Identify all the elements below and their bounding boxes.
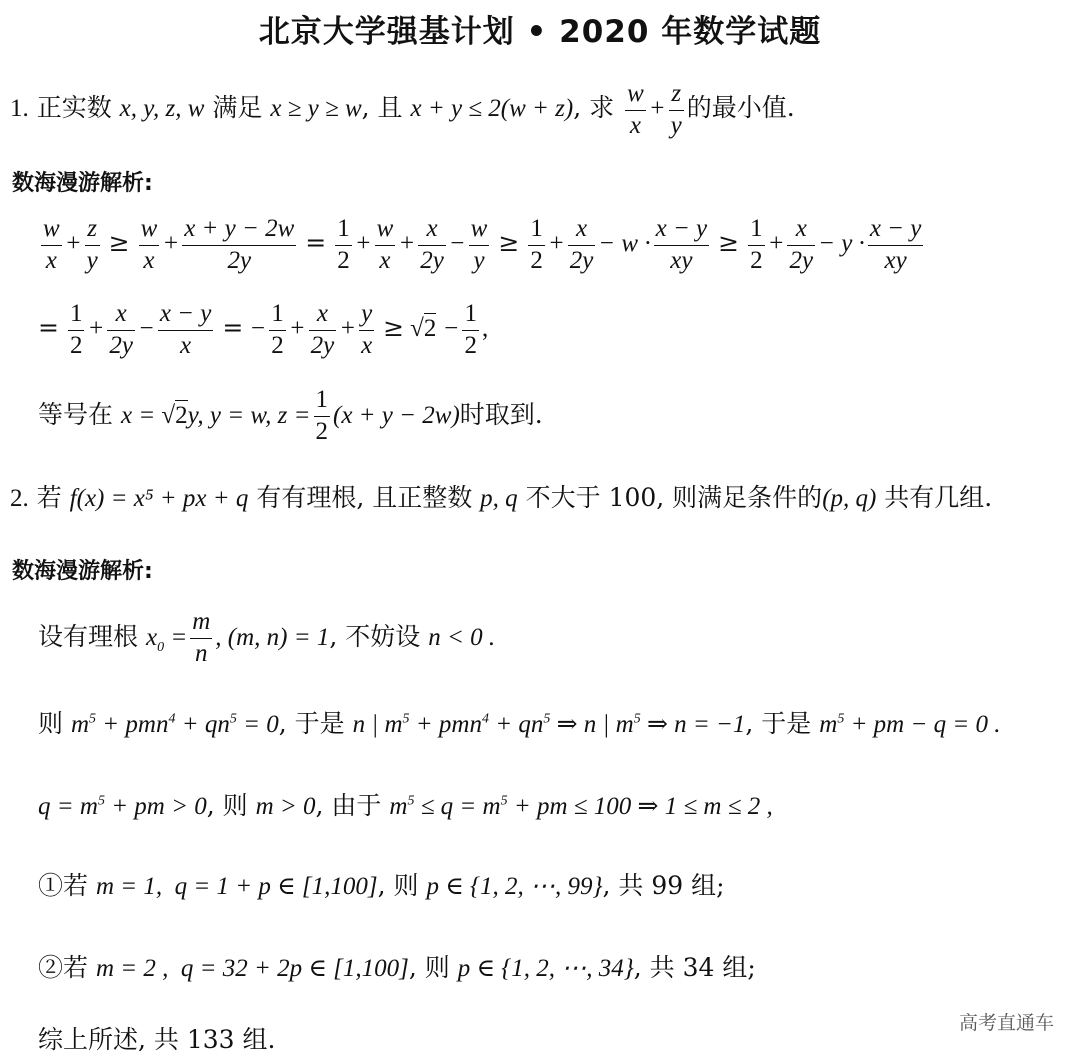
solution-1-equality: 等号在 x = √2y, y = w, z = $\frac{1}{2}$ (x + y − 2w)时取到.	[38, 386, 543, 445]
page-title: 北京大学强基计划 • 2020 年数学试题	[258, 14, 822, 50]
solution-heading-1: 数海漫游解析:	[12, 171, 153, 196]
watermark: 高考直通车	[958, 1012, 1054, 1034]
objective-expression: $\frac{w}{x}$ + $\frac{z}{y}$	[627, 80, 682, 139]
solution-heading-2: 数海漫游解析:	[12, 559, 153, 584]
solution-2-conclusion: 综上所述, 共 133 组.	[38, 1025, 276, 1054]
problem-2-statement: 2. 若 f(x) = x⁵ + px + q 有有理根, 且正整数 p, q 不大于 100, 则满足条件的(p, q) 共有几组.	[10, 483, 993, 512]
solution-1-line-2: = $\frac{1}{2}$ + $\frac{x}{2y}$ − $\frac{x - y}{x}$ = − $\frac{1}{2}$ + $\frac{x}{2y}$ + $\frac{y}{x}$ ≥ √2 − $\frac{1}{2}$ ,	[38, 300, 489, 359]
problem-1-number: 1.	[10, 94, 29, 122]
solution-2-line-1: 设有理根 $x_0$ = $\frac{m}{n}$ , (m, n) = 1, 不妨设 n < 0 .	[38, 608, 496, 667]
solution-2-case-1: ①若 m = 1, q = 1 + p ∈ [1,100], 则 p ∈ {1, 2, ⋯, 99}, 共 99 组;	[38, 871, 725, 900]
solution-1-line-1: $\frac{w}{x}$ + $\frac{z}{y}$ ≥ $\frac{w}{x}$ + $\frac{x + y - 2w}{2y}$ = $\frac{1}{2}$ + $\frac{w}{x}$ + $\frac{x}{2y}$ − $\frac{w}{y}$ ≥ $\frac{1}{2}$ + $\frac{x}{2y}$ − w · $\frac{x - y}{xy}$ ≥ $\frac{1}{2}$ + $\frac{x}{2y}$ − y · $\frac{x - y}{xy}$	[43, 215, 922, 274]
problem-1-statement: 1. 正实数 x, y, z, w 满足 x ≥ y ≥ w, 且 x + y ≤ 2(w + z), 求 $\frac{w}{x}$ + $\frac{z}{y}$ 的最小值.	[10, 80, 795, 139]
solution-2-line-2: 则 $m^5 + pmn^4 + qn^5 = 0$, 于是 n | $m^5 + pmn^4 + qn^5$ ⇒ n | $m^5$ ⇒ n = −1, 于是 $m^5$ + pm − q = 0 .	[38, 709, 1001, 738]
solution-2-line-3: $q = m^5$ + pm > 0, 则 m > 0, 由于 $m^5 \le q = m^5$ + pm ≤ 100 ⇒ 1 ≤ m ≤ 2 ,	[38, 791, 773, 820]
problem-2-number: 2.	[10, 485, 29, 512]
solution-2-case-2: ②若 m = 2 , q = 32 + 2p ∈ [1,100], 则 p ∈ {1, 2, ⋯, 34}, 共 34 组;	[38, 953, 756, 982]
